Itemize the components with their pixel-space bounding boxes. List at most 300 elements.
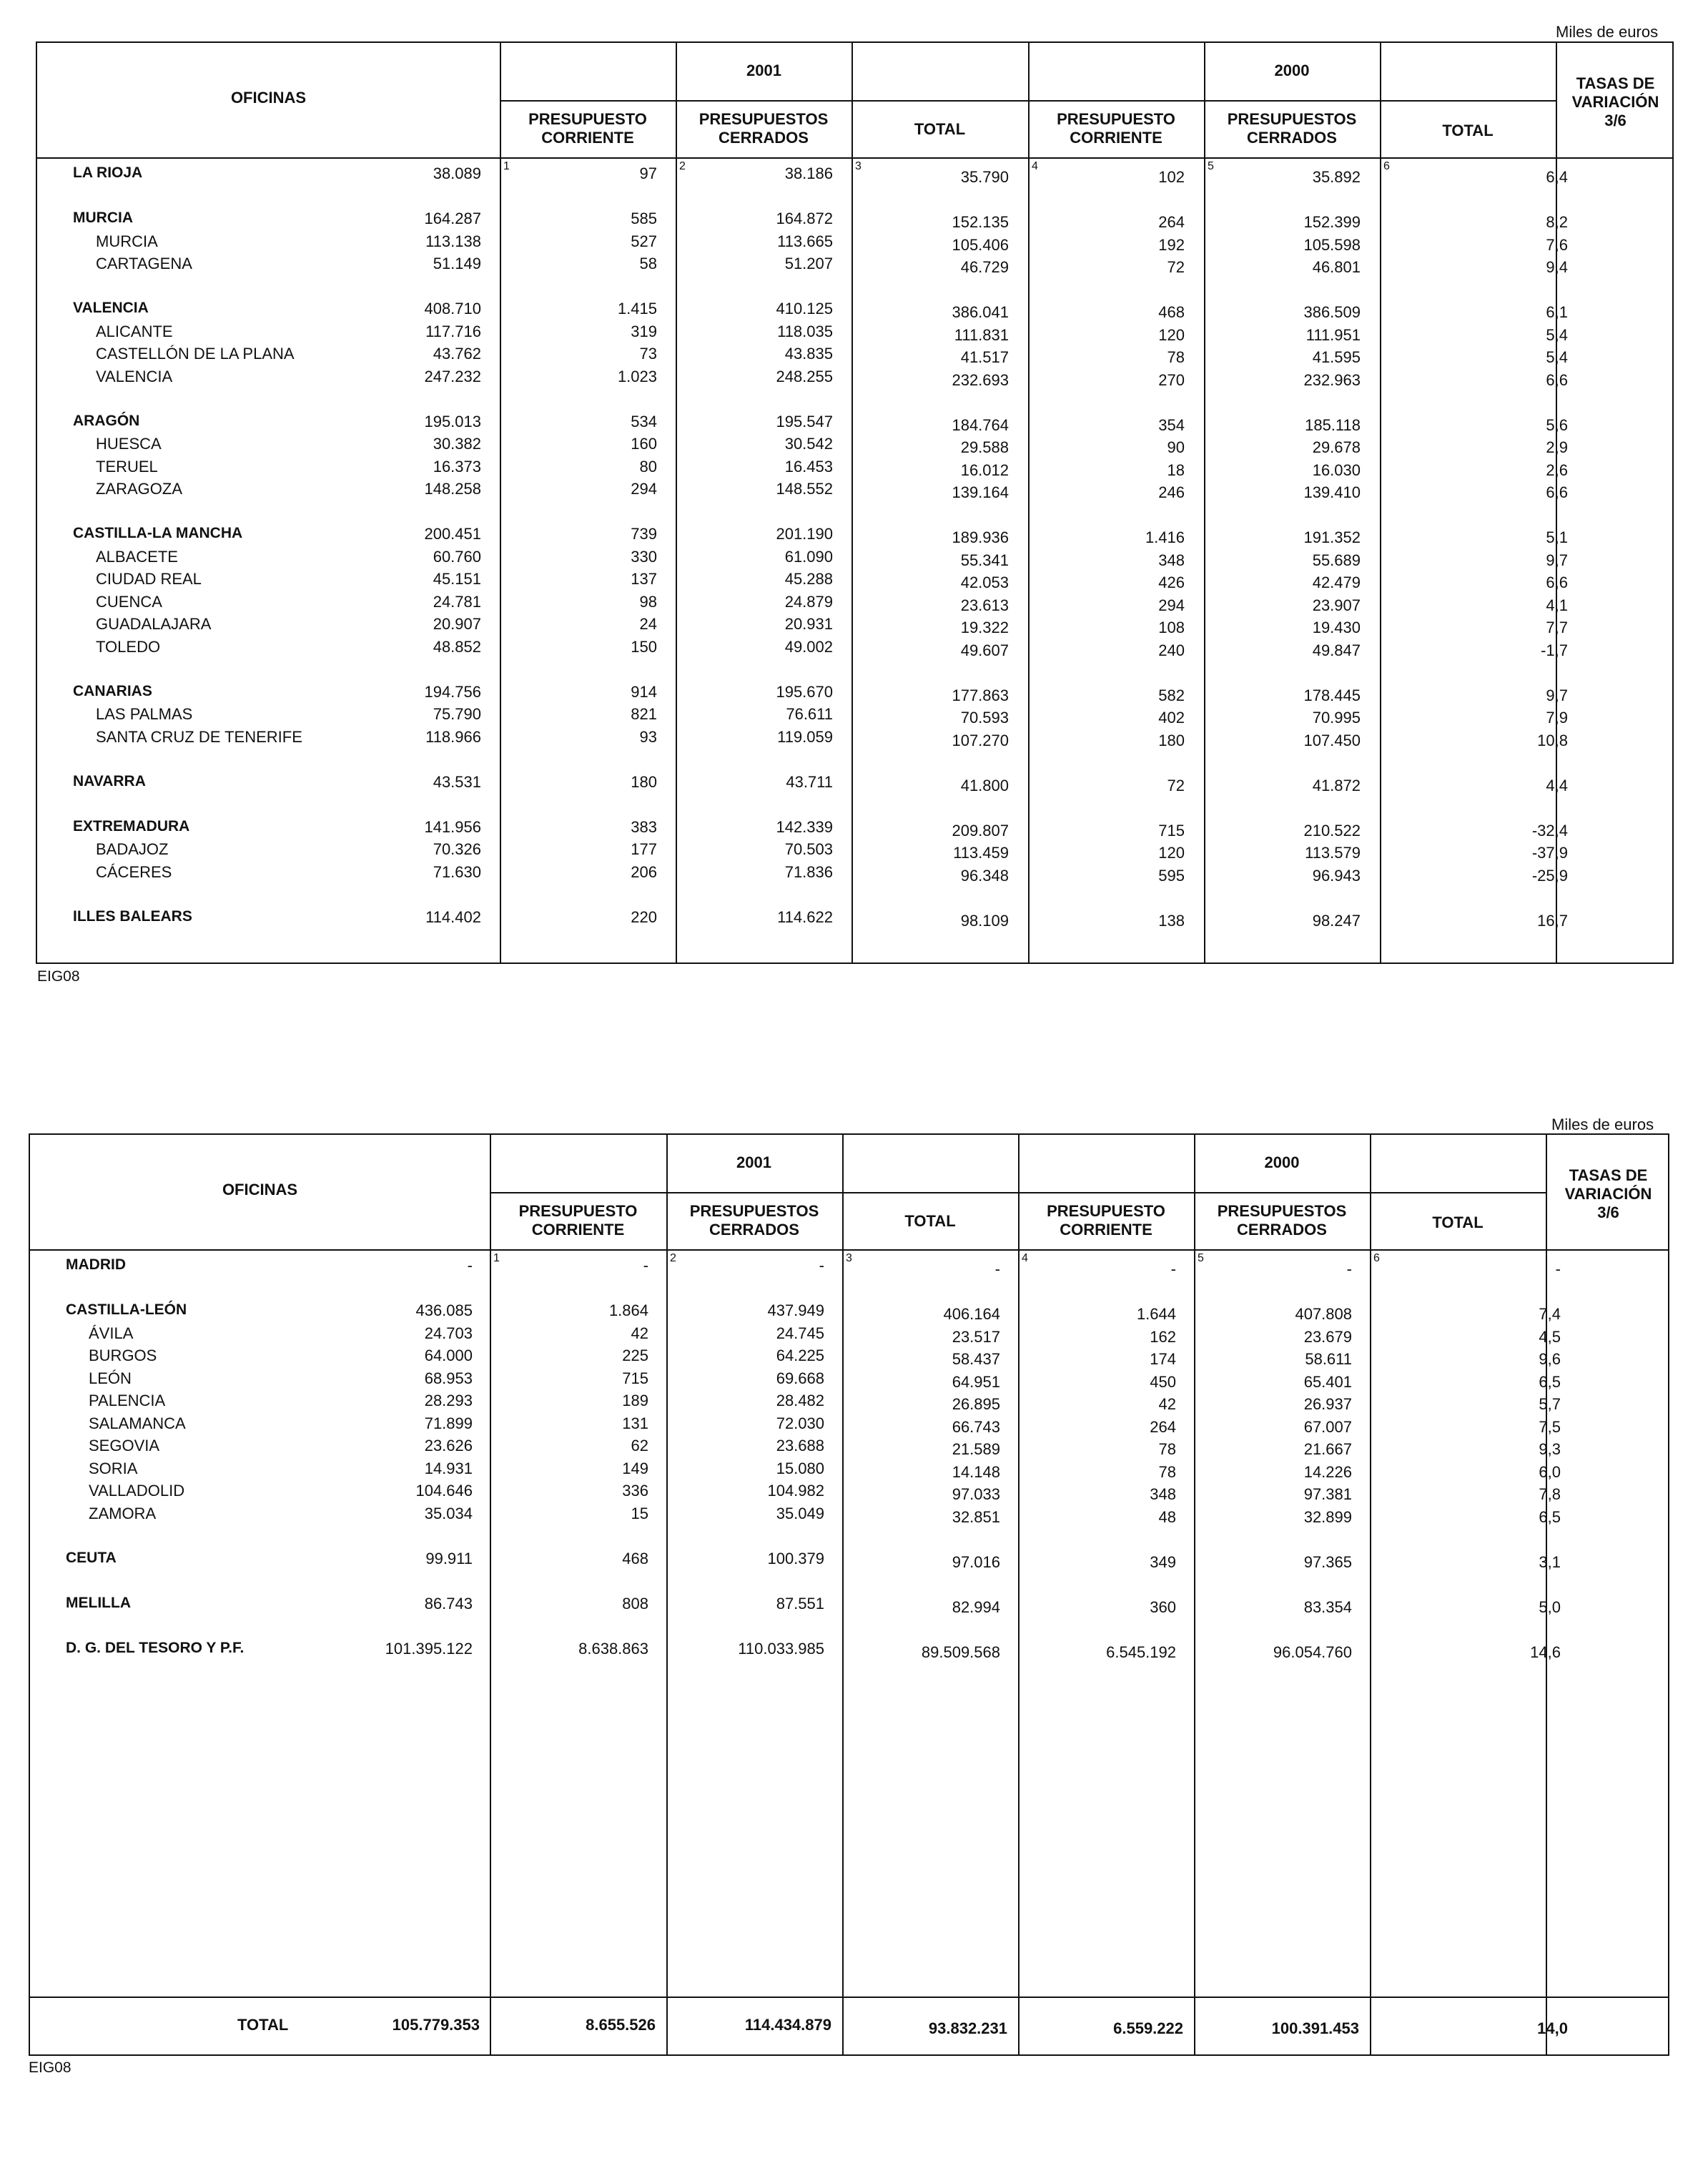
office-name: PALENCIA bbox=[89, 1392, 166, 1409]
value-cell: 82.994 bbox=[952, 1597, 1000, 1616]
value-cell: 42.053 bbox=[960, 573, 1009, 591]
office-row bbox=[37, 728, 1672, 749]
value-cell: 7,7 bbox=[1546, 619, 1568, 636]
value-cell: 9,3 bbox=[1539, 1440, 1561, 1458]
value-cell: 49.002 bbox=[784, 637, 833, 656]
value-cell: 51.149 bbox=[433, 255, 481, 272]
value-cell: 18 bbox=[1167, 461, 1185, 479]
value-cell: 6.545.192 bbox=[1106, 1643, 1176, 1661]
value-cell: 111.951 bbox=[1305, 325, 1361, 344]
value-cell: 534 bbox=[631, 412, 657, 430]
value-cell: 43.711 bbox=[786, 772, 833, 791]
office-row bbox=[37, 705, 1672, 727]
col-total-2000: TOTAL bbox=[1442, 122, 1494, 139]
value-cell: 6,5 bbox=[1539, 1507, 1561, 1526]
office-name: LAS PALMAS bbox=[96, 705, 193, 723]
value-cell: 24.781 bbox=[433, 592, 481, 611]
value-cell: 195.547 bbox=[776, 412, 833, 430]
value-cell: 64.225 bbox=[776, 1346, 824, 1364]
value-cell: 139.164 bbox=[952, 483, 1009, 501]
value-cell: 8,2 bbox=[1546, 213, 1568, 231]
value-cell: 61.090 bbox=[784, 547, 833, 566]
value-cell: 58 bbox=[639, 255, 657, 272]
col-number: 3 bbox=[846, 1252, 852, 1264]
value-cell: 70.995 bbox=[1312, 709, 1361, 727]
value-cell: 113.138 bbox=[425, 232, 481, 250]
value-cell: 16.012 bbox=[960, 461, 1009, 479]
value-cell: 68.953 bbox=[424, 1369, 473, 1387]
table-2-body bbox=[30, 1256, 1668, 1993]
total-value: 105.779.353 bbox=[392, 2016, 480, 2034]
value-cell: 201.190 bbox=[776, 525, 833, 543]
value-cell: 20.907 bbox=[433, 615, 481, 633]
value-cell: 585 bbox=[631, 210, 657, 227]
value-cell: 294 bbox=[1158, 596, 1185, 614]
value-cell: 149 bbox=[622, 1459, 648, 1477]
group-row bbox=[37, 908, 1672, 930]
office-name: ZARAGOZA bbox=[96, 480, 183, 498]
office-name: SALAMANCA bbox=[89, 1414, 186, 1432]
value-cell: 107.450 bbox=[1303, 731, 1361, 749]
value-cell: 35.790 bbox=[960, 168, 1009, 186]
office-name: MURCIA bbox=[96, 232, 158, 250]
office-row bbox=[37, 323, 1672, 344]
value-cell: 41.595 bbox=[1312, 348, 1361, 366]
value-cell: 6,1 bbox=[1546, 303, 1568, 321]
value-cell: 808 bbox=[622, 1594, 648, 1613]
value-cell: 7,6 bbox=[1546, 235, 1568, 254]
value-cell: 118.966 bbox=[425, 727, 481, 746]
value-cell: 15 bbox=[631, 1504, 648, 1522]
value-cell: 220 bbox=[631, 907, 657, 926]
value-cell: 32.899 bbox=[1303, 1507, 1352, 1526]
value-cell: 19.322 bbox=[960, 619, 1009, 636]
value-cell: 97 bbox=[639, 164, 657, 182]
value-cell: 4,4 bbox=[1546, 776, 1568, 794]
group-row bbox=[30, 1640, 1668, 1661]
value-cell: 14.931 bbox=[424, 1459, 473, 1477]
value-cell: 23.907 bbox=[1312, 596, 1361, 614]
value-cell: 319 bbox=[631, 322, 657, 340]
value-cell: 45.151 bbox=[433, 570, 481, 588]
value-cell: 137 bbox=[631, 570, 657, 588]
col-closed-2000: PRESUPUESTOS CERRADOS bbox=[1217, 1202, 1347, 1239]
footer-code-1: EIG08 bbox=[37, 968, 80, 985]
value-cell: - bbox=[643, 1256, 648, 1274]
value-cell: 23.517 bbox=[952, 1327, 1000, 1346]
value-cell: 6,4 bbox=[1546, 168, 1568, 186]
value-cell: 264 bbox=[1150, 1417, 1176, 1436]
office-name: CARTAGENA bbox=[96, 255, 192, 272]
value-cell: 195.670 bbox=[776, 682, 833, 701]
office-name: SORIA bbox=[89, 1459, 138, 1477]
value-cell: 45.288 bbox=[784, 570, 833, 588]
office-row bbox=[37, 368, 1672, 389]
group-row bbox=[30, 1595, 1668, 1616]
value-cell: 71.630 bbox=[433, 862, 481, 881]
value-cell: 87.551 bbox=[776, 1594, 824, 1613]
year-2000-header: 2000 bbox=[1264, 1153, 1300, 1171]
value-cell: 43.835 bbox=[784, 345, 833, 363]
value-cell: 1.864 bbox=[608, 1301, 648, 1319]
value-cell: 7,4 bbox=[1539, 1305, 1561, 1323]
office-row bbox=[37, 255, 1672, 276]
footer-code-2: EIG08 bbox=[29, 2059, 71, 2076]
value-cell: 206 bbox=[631, 862, 657, 881]
table-2 bbox=[29, 1133, 1669, 2056]
value-cell: 8.638.863 bbox=[578, 1639, 648, 1658]
value-cell: 72 bbox=[1167, 258, 1185, 276]
value-cell: 225 bbox=[622, 1346, 648, 1364]
value-cell: 349 bbox=[1150, 1552, 1176, 1571]
value-cell: 99.911 bbox=[425, 1549, 473, 1567]
total-value: 8.655.526 bbox=[586, 2016, 656, 2034]
value-cell: 354 bbox=[1158, 415, 1185, 434]
value-cell: 14.148 bbox=[952, 1462, 1000, 1481]
value-cell: 35.892 bbox=[1312, 168, 1361, 186]
office-name: MELILLA bbox=[66, 1594, 131, 1611]
col-current-2001: PRESUPUESTO CORRIENTE bbox=[528, 110, 647, 147]
value-cell: - bbox=[1346, 1260, 1352, 1278]
office-row bbox=[30, 1369, 1668, 1391]
office-name: CANARIAS bbox=[73, 682, 152, 699]
office-name: ÁVILA bbox=[89, 1324, 134, 1342]
value-cell: 148.552 bbox=[776, 480, 833, 498]
rate-header: TASAS DE VARIACIÓN 3/6 bbox=[1564, 1166, 1652, 1221]
year-2001-header: 2001 bbox=[746, 61, 781, 79]
units-label-2: Miles de euros bbox=[1551, 1116, 1654, 1133]
value-cell: 118.035 bbox=[777, 322, 833, 340]
value-cell: 1.023 bbox=[617, 367, 657, 385]
value-cell: 1.416 bbox=[1145, 528, 1185, 546]
office-name: MADRID bbox=[66, 1256, 126, 1273]
value-cell: 105.406 bbox=[952, 235, 1009, 254]
value-cell: - bbox=[1170, 1260, 1176, 1278]
value-cell: 113.579 bbox=[1305, 844, 1361, 862]
group-row bbox=[30, 1256, 1668, 1278]
value-cell: 195.013 bbox=[424, 412, 481, 430]
col-number: 5 bbox=[1208, 160, 1214, 172]
office-row bbox=[37, 232, 1672, 254]
value-cell: 14.226 bbox=[1303, 1462, 1352, 1481]
rate-header: TASAS DE VARIACIÓN 3/6 bbox=[1571, 74, 1659, 129]
value-cell: 210.522 bbox=[1303, 821, 1361, 840]
total-row bbox=[30, 2016, 1668, 2037]
total-value: 100.391.453 bbox=[1271, 2019, 1359, 2037]
value-cell: 160 bbox=[631, 435, 657, 453]
value-cell: 7,8 bbox=[1539, 1485, 1561, 1503]
value-cell: 152.399 bbox=[1303, 213, 1361, 231]
value-cell: - bbox=[1555, 1260, 1561, 1278]
value-cell: 42 bbox=[631, 1324, 648, 1342]
value-cell: 32.851 bbox=[952, 1507, 1000, 1526]
value-cell: 72.030 bbox=[776, 1414, 824, 1432]
value-cell: 114.402 bbox=[425, 907, 481, 926]
value-cell: 100.379 bbox=[767, 1549, 824, 1567]
value-cell: 200.451 bbox=[424, 525, 481, 543]
value-cell: - bbox=[467, 1256, 473, 1274]
value-cell: 111.831 bbox=[954, 325, 1009, 344]
group-row bbox=[37, 300, 1672, 321]
value-cell: 189.936 bbox=[952, 528, 1009, 546]
value-cell: 6,6 bbox=[1546, 573, 1568, 591]
office-name: BURGOS bbox=[89, 1346, 157, 1364]
value-cell: 6,6 bbox=[1546, 370, 1568, 389]
value-cell: 2,9 bbox=[1546, 438, 1568, 456]
col-number: 1 bbox=[493, 1252, 500, 1264]
office-name: TERUEL bbox=[96, 457, 158, 476]
value-cell: 330 bbox=[631, 547, 657, 566]
value-cell: 35.034 bbox=[424, 1504, 473, 1522]
value-cell: 192 bbox=[1158, 235, 1185, 254]
col-total-2000: TOTAL bbox=[1432, 1213, 1484, 1231]
value-cell: 30.542 bbox=[784, 435, 833, 453]
value-cell: 104.982 bbox=[767, 1482, 824, 1500]
value-cell: 9,6 bbox=[1539, 1350, 1561, 1368]
value-cell: 62 bbox=[631, 1437, 648, 1454]
value-cell: 450 bbox=[1150, 1372, 1176, 1391]
value-cell: 185.118 bbox=[1305, 415, 1361, 434]
value-cell: 232.963 bbox=[1303, 370, 1361, 389]
office-name: SEGOVIA bbox=[89, 1437, 160, 1454]
value-cell: 152.135 bbox=[952, 213, 1009, 231]
value-cell: 30.382 bbox=[433, 435, 481, 453]
value-cell: 189 bbox=[622, 1392, 648, 1409]
value-cell: 28.293 bbox=[424, 1392, 473, 1409]
value-cell: 19.430 bbox=[1312, 619, 1361, 636]
group-row bbox=[37, 210, 1672, 231]
value-cell: 595 bbox=[1158, 866, 1185, 885]
office-name: CEUTA bbox=[66, 1549, 117, 1566]
group-row bbox=[37, 164, 1672, 186]
value-cell: 5,1 bbox=[1546, 528, 1568, 546]
office-row bbox=[37, 548, 1672, 569]
value-cell: 101.395.122 bbox=[385, 1639, 473, 1658]
value-cell: 96.943 bbox=[1312, 866, 1361, 885]
value-cell: 97.381 bbox=[1303, 1485, 1352, 1503]
value-cell: 46.729 bbox=[960, 258, 1009, 276]
col-number: 4 bbox=[1022, 1252, 1028, 1264]
value-cell: 97.033 bbox=[952, 1485, 1000, 1503]
office-name: HUESCA bbox=[96, 435, 162, 453]
value-cell: 739 bbox=[631, 525, 657, 543]
col-current-2000: PRESUPUESTO CORRIENTE bbox=[1047, 1202, 1165, 1239]
value-cell: 177.863 bbox=[952, 686, 1009, 704]
office-name: D. G. DEL TESORO Y P.F. bbox=[66, 1639, 245, 1656]
office-row bbox=[37, 638, 1672, 659]
total-label: TOTAL bbox=[237, 2016, 289, 2034]
value-cell: 26.895 bbox=[952, 1395, 1000, 1413]
value-cell: 104.646 bbox=[415, 1482, 473, 1500]
office-name: VALLADOLID bbox=[89, 1482, 185, 1500]
value-cell: 97.365 bbox=[1303, 1552, 1352, 1571]
value-cell: 83.354 bbox=[1303, 1597, 1352, 1616]
offices-header: OFICINAS bbox=[222, 1181, 298, 1198]
value-cell: 410.125 bbox=[776, 300, 833, 317]
office-name: CIUDAD REAL bbox=[96, 570, 202, 588]
office-name: MURCIA bbox=[73, 210, 133, 226]
value-cell: 5,7 bbox=[1539, 1395, 1561, 1413]
value-cell: 715 bbox=[1158, 821, 1185, 840]
value-cell: 527 bbox=[631, 232, 657, 250]
office-name: CÁCERES bbox=[96, 862, 172, 881]
value-cell: 49.847 bbox=[1312, 641, 1361, 659]
value-cell: 98 bbox=[639, 592, 657, 611]
value-cell: 15.080 bbox=[776, 1459, 824, 1477]
value-cell: 138 bbox=[1158, 911, 1185, 930]
value-cell: 468 bbox=[1158, 303, 1185, 321]
value-cell: 6,0 bbox=[1539, 1462, 1561, 1481]
value-cell: 348 bbox=[1158, 551, 1185, 569]
value-cell: 184.764 bbox=[952, 415, 1009, 434]
office-name: CASTILLA-LEÓN bbox=[66, 1301, 187, 1318]
units-label-1: Miles de euros bbox=[1556, 23, 1659, 41]
value-cell: 113.459 bbox=[953, 844, 1009, 862]
value-cell: 93 bbox=[639, 727, 657, 746]
value-cell: 1.644 bbox=[1136, 1305, 1176, 1323]
value-cell: 86.743 bbox=[424, 1594, 473, 1613]
value-cell: 35.049 bbox=[776, 1504, 824, 1522]
value-cell: 98.247 bbox=[1312, 911, 1361, 930]
value-cell: 386.041 bbox=[952, 303, 1009, 321]
value-cell: 26.937 bbox=[1303, 1395, 1352, 1413]
office-row bbox=[37, 570, 1672, 591]
value-cell: 5,4 bbox=[1546, 325, 1568, 344]
value-cell: 270 bbox=[1158, 370, 1185, 389]
col-current-2000: PRESUPUESTO CORRIENTE bbox=[1057, 110, 1175, 147]
value-cell: -1,7 bbox=[1541, 641, 1568, 659]
value-cell: 58.611 bbox=[1305, 1350, 1352, 1368]
value-cell: 55.341 bbox=[960, 551, 1009, 569]
office-name: NAVARRA bbox=[73, 772, 146, 789]
col-number: 6 bbox=[1383, 160, 1390, 172]
value-cell: 89.509.568 bbox=[921, 1643, 1000, 1661]
value-cell: 110.033.985 bbox=[738, 1639, 824, 1658]
office-name: ALBACETE bbox=[96, 547, 178, 566]
value-cell: 294 bbox=[631, 480, 657, 498]
col-number: 6 bbox=[1373, 1252, 1380, 1264]
col-number: 3 bbox=[855, 160, 862, 172]
office-row bbox=[30, 1437, 1668, 1458]
value-cell: 51.207 bbox=[784, 255, 833, 272]
value-cell: -32,4 bbox=[1531, 821, 1568, 840]
value-cell: 78 bbox=[1158, 1462, 1176, 1481]
value-cell: 70.593 bbox=[960, 709, 1009, 727]
value-cell: 3,1 bbox=[1539, 1552, 1561, 1571]
value-cell: 114.622 bbox=[777, 907, 833, 926]
table-1 bbox=[36, 41, 1674, 964]
col-total-2001: TOTAL bbox=[914, 120, 966, 138]
value-cell: 78 bbox=[1158, 1440, 1176, 1458]
value-cell: 78 bbox=[1167, 348, 1185, 366]
office-row bbox=[30, 1414, 1668, 1436]
value-cell: 65.401 bbox=[1303, 1372, 1352, 1391]
office-name: CASTILLA-LA MANCHA bbox=[73, 525, 243, 541]
group-row bbox=[30, 1301, 1668, 1323]
office-row bbox=[30, 1505, 1668, 1526]
value-cell: 821 bbox=[631, 705, 657, 723]
value-cell: 139.410 bbox=[1303, 483, 1361, 501]
value-cell: 248.255 bbox=[776, 367, 833, 385]
value-cell: 180 bbox=[631, 772, 657, 791]
office-name: VALENCIA bbox=[73, 300, 149, 316]
office-name: EXTREMADURA bbox=[73, 817, 190, 835]
value-cell: 16.453 bbox=[784, 457, 833, 476]
value-cell: -37,9 bbox=[1531, 844, 1568, 862]
value-cell: 72 bbox=[1167, 776, 1185, 794]
col-closed-2001: PRESUPUESTOS CERRADOS bbox=[698, 110, 829, 147]
value-cell: 69.668 bbox=[776, 1369, 824, 1387]
value-cell: 209.807 bbox=[952, 821, 1009, 840]
value-cell: 406.164 bbox=[943, 1305, 1000, 1323]
value-cell: 164.872 bbox=[776, 210, 833, 227]
value-cell: 178.445 bbox=[1303, 686, 1361, 704]
value-cell: 24.879 bbox=[784, 592, 833, 611]
table-1-body bbox=[37, 164, 1672, 963]
office-row bbox=[30, 1324, 1668, 1346]
value-cell: 49.607 bbox=[960, 641, 1009, 659]
value-cell: 23.613 bbox=[960, 596, 1009, 614]
office-name: LEÓN bbox=[89, 1369, 132, 1387]
value-cell: - bbox=[994, 1260, 1000, 1278]
col-closed-2000: PRESUPUESTOS CERRADOS bbox=[1227, 110, 1357, 147]
value-cell: 96.054.760 bbox=[1273, 1643, 1352, 1661]
value-cell: 38.089 bbox=[433, 164, 481, 182]
total-value: 14,0 bbox=[1537, 2019, 1568, 2037]
office-name: GUADALAJARA bbox=[96, 615, 212, 633]
value-cell: 16,7 bbox=[1537, 911, 1568, 930]
value-cell: 148.258 bbox=[424, 480, 481, 498]
value-cell: 107.270 bbox=[952, 731, 1009, 749]
value-cell: 67.007 bbox=[1303, 1417, 1352, 1436]
value-cell: 102 bbox=[1158, 168, 1185, 186]
value-cell: 150 bbox=[631, 637, 657, 656]
total-value: 93.832.231 bbox=[928, 2019, 1007, 2037]
value-cell: 141.956 bbox=[424, 817, 481, 836]
office-row bbox=[37, 863, 1672, 885]
value-cell: 6,6 bbox=[1546, 483, 1568, 501]
value-cell: 7,9 bbox=[1546, 709, 1568, 727]
value-cell: 1.415 bbox=[617, 300, 657, 317]
office-row bbox=[37, 480, 1672, 501]
value-cell: 119.059 bbox=[777, 727, 833, 746]
value-cell: 41.872 bbox=[1312, 776, 1361, 794]
office-row bbox=[37, 458, 1672, 479]
office-row bbox=[37, 840, 1672, 862]
value-cell: 71.899 bbox=[424, 1414, 473, 1432]
value-cell: 6,5 bbox=[1539, 1372, 1561, 1391]
value-cell: 407.808 bbox=[1295, 1305, 1352, 1323]
col-number: 2 bbox=[679, 160, 686, 172]
value-cell: 108 bbox=[1158, 619, 1185, 636]
value-cell: 105.598 bbox=[1303, 235, 1361, 254]
office-name: ILLES BALEARS bbox=[73, 907, 192, 925]
value-cell: 43.762 bbox=[433, 345, 481, 363]
office-row bbox=[37, 593, 1672, 614]
value-cell: 16.373 bbox=[433, 457, 481, 476]
value-cell: 5,4 bbox=[1546, 348, 1568, 366]
value-cell: 28.482 bbox=[776, 1392, 824, 1409]
value-cell: 42.479 bbox=[1312, 573, 1361, 591]
col-number: 1 bbox=[503, 160, 510, 172]
year-2000-header: 2000 bbox=[1274, 61, 1310, 79]
value-cell: 42 bbox=[1158, 1395, 1176, 1413]
office-row bbox=[37, 345, 1672, 366]
office-row bbox=[30, 1346, 1668, 1368]
value-cell: 4,5 bbox=[1539, 1327, 1561, 1346]
col-number: 5 bbox=[1198, 1252, 1204, 1264]
value-cell: 142.339 bbox=[776, 817, 833, 836]
